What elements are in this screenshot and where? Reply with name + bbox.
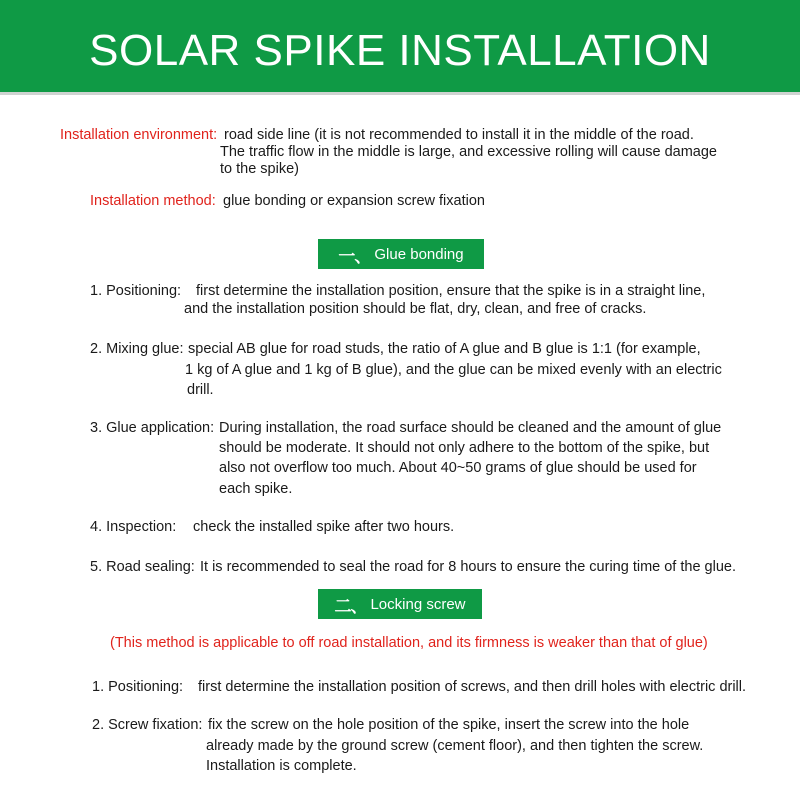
step-label: 3. Glue application: [90, 420, 215, 436]
section-locking-screw-badge [318, 589, 482, 619]
step-line: 1 kg of A glue and 1 kg of B glue), and the glue can be mixed evenly with an electric [185, 362, 722, 378]
page-title: SOLAR SPIKE INSTALLATION [89, 26, 711, 75]
section-title: Locking screw [370, 595, 466, 613]
section-number: 一、 [338, 246, 371, 266]
environment-label: Installation environment: [60, 127, 218, 143]
method-note: (This method is applicable to off road installation, and its firmness is weaker than that of glue) [110, 635, 708, 651]
step-label: 4. Inspection: [90, 519, 177, 535]
step-line: already made by the ground screw (cement floor), and then tighten the screw. [206, 738, 704, 754]
step-label: 5. Road sealing: [90, 559, 195, 575]
step-line: should be moderate. It should not only adhere to the bottom of the spike, but [219, 440, 710, 456]
step-line: drill. [187, 382, 214, 398]
step-line: and the installation position should be flat, dry, clean, and free of cracks. [184, 301, 647, 317]
step-line: special AB glue for road studs, the ratio of A glue and B glue is 1:1 (for example, [188, 341, 701, 357]
section-title: Glue bonding [374, 245, 464, 263]
step-line: It is recommended to seal the road for 8 hours to ensure the curing time of the glue. [200, 559, 736, 575]
section-number: 二、 [334, 596, 367, 616]
step-line: also not overflow too much. About 40~50 grams of glue should be used for [219, 460, 697, 476]
method-text: glue bonding or expansion screw fixation [223, 193, 485, 209]
step-line: check the installed spike after two hours. [193, 519, 455, 535]
environment-line: The traffic flow in the middle is large, and excessive rolling will cause damage [220, 144, 718, 160]
environment-line: road side line (it is not recommended to install it in the middle of the road. [224, 127, 694, 143]
step-line: Installation is complete. [206, 758, 357, 774]
step-line: each spike. [219, 481, 293, 497]
step-line: During installation, the road surface should be cleaned and the amount of glue [219, 420, 722, 436]
step-line: first determine the installation position, ensure that the spike is in a straight line, [196, 283, 706, 299]
environment-line: to the spike) [220, 161, 299, 177]
section-glue-bonding-badge [318, 239, 484, 269]
method-label: Installation method: [90, 193, 216, 209]
title-banner [0, 0, 800, 95]
step-label: 1. Positioning: [90, 283, 182, 299]
step-line: first determine the installation position of screws, and then drill holes with electric drill. [198, 679, 747, 695]
step-label: 1. Positioning: [92, 679, 184, 695]
step-line: fix the screw on the hole position of the spike, insert the screw into the hole [208, 717, 690, 733]
step-label: 2. Screw fixation: [92, 717, 203, 733]
step-label: 2. Mixing glue: [90, 341, 184, 357]
